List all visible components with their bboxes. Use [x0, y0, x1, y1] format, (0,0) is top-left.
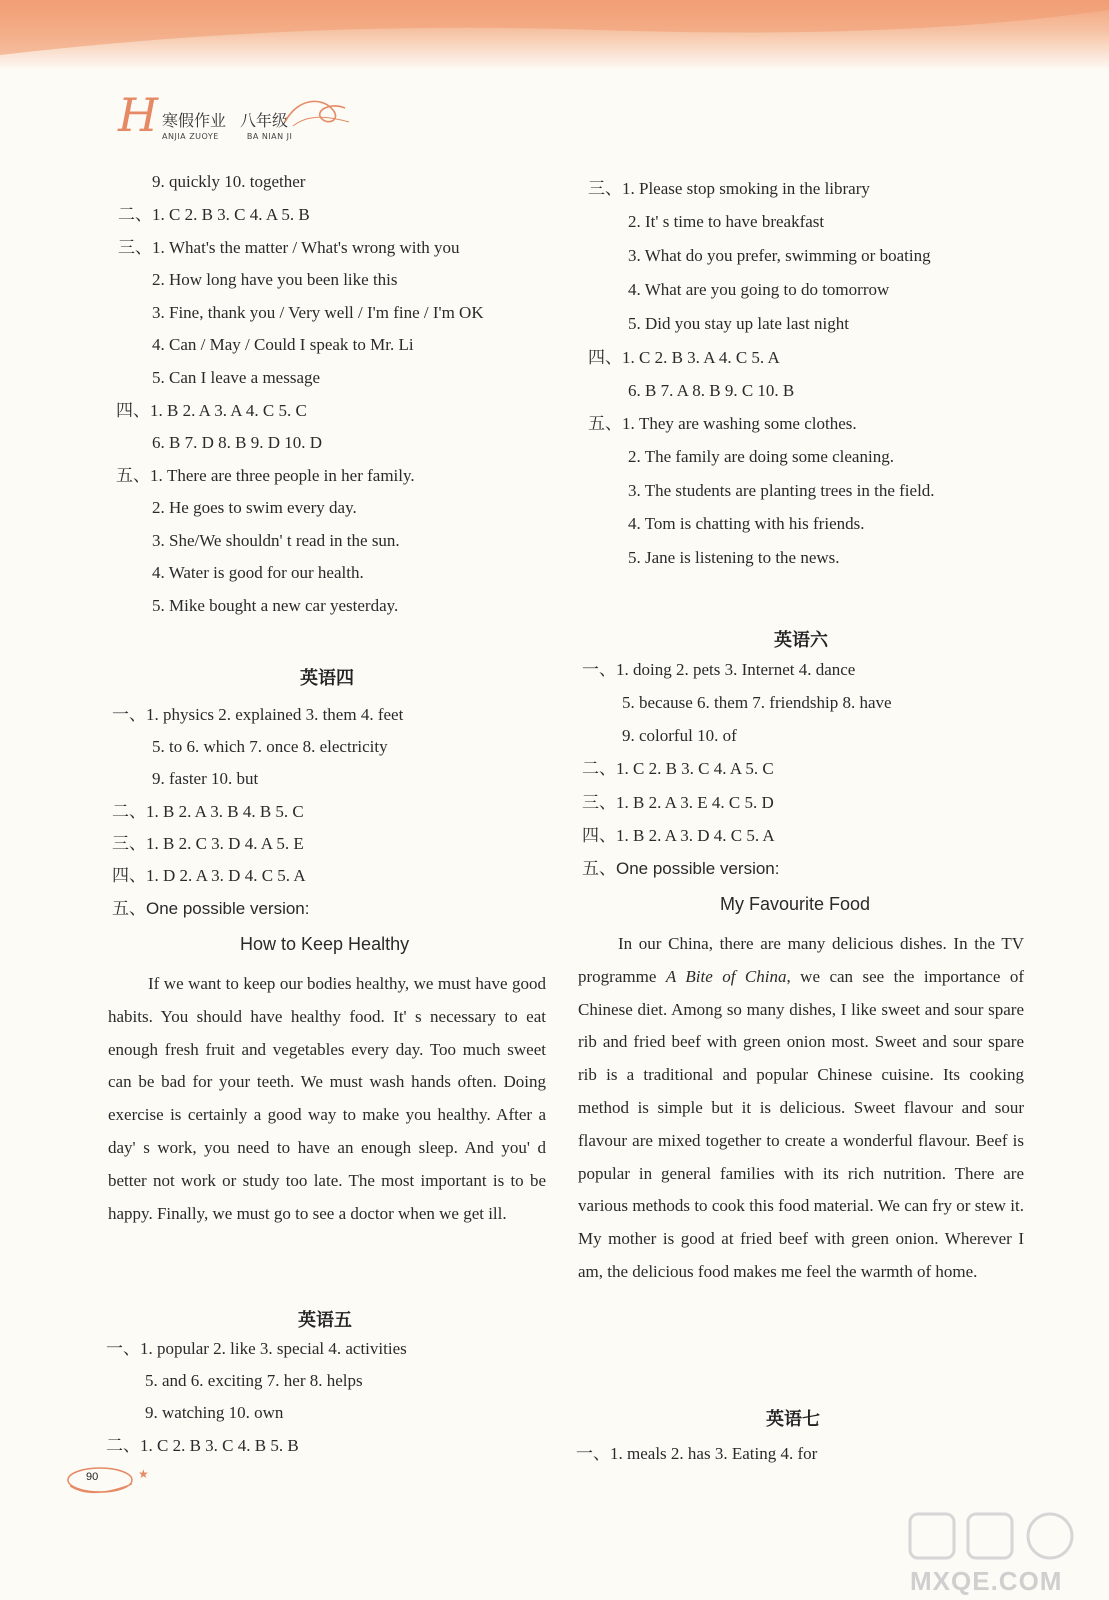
essay-title: How to Keep Healthy [240, 934, 410, 954]
programme-title: A Bite of China [665, 966, 787, 986]
answer-line: 五、1. They are washing some clothes. [588, 414, 857, 433]
unit6-heading: 英语六 [774, 630, 828, 651]
header-title [162, 108, 302, 131]
page-number-badge [62, 1464, 152, 1505]
answer-line: 5. because 6. them 7. friendship 8. have [622, 693, 892, 712]
answer-line: 二、1. C 2. B 3. C 4. A 5. B [118, 205, 310, 224]
answer-line: 2. It' s time to have breakfast [628, 212, 825, 231]
essay-label: 五、One possible version: [112, 899, 310, 918]
answer-line: 三、1. What's the matter / What's wrong with you [118, 238, 460, 257]
answer-line: 5. Jane is listening to the news. [628, 548, 840, 567]
answer-line: 9. faster 10. but [152, 769, 259, 788]
logo-letter-icon: H [118, 88, 159, 142]
answer-line: 3. What do you prefer, swimming or boating [628, 246, 931, 265]
answer-line: 四、1. D 2. A 3. D 4. C 5. A [112, 866, 306, 885]
answer-line: 3. Fine, thank you / Very well / I'm fine / I'm OK [152, 303, 484, 322]
answer-line: 5. Can I leave a message [152, 368, 321, 387]
answer-line: 二、1. C 2. B 3. C 4. A 5. C [582, 759, 774, 778]
answer-line: 4. Water is good for our health. [152, 563, 364, 582]
answer-line: 9. colorful 10. of [622, 726, 737, 745]
answer-line: 6. B 7. A 8. B 9. C 10. B [628, 381, 795, 400]
svg-text:★: ★ [138, 1467, 149, 1481]
answer-line: 2. How long have you been like this [152, 270, 398, 289]
answer-line: 5. to 6. which 7. once 8. electricity [152, 737, 388, 756]
essay-text: , we can see the importance of Chinese diet. Among so many dishes, I like sweet and sour spare rib and fried beef with green onion most. Sweet and sour spare rib is a traditional and popular Chinese cuisine. Its cooking method is simple but it is delicious. Sweet flavour and sour flavour are mixed together to create a wonderful flavour. Beef is popular in general families with its rich nutrition. There are various methods to cook this food material. We can fry or stew it. My mother is good at fried beef with green onion. Wherever I am, the delicious food makes me feel the warmth of home. [578, 966, 1024, 1281]
answer-line: 二、1. B 2. A 3. B 4. B 5. C [112, 802, 304, 821]
answer-line: 一、1. meals 2. has 3. Eating 4. for [576, 1444, 818, 1463]
answer-line: 4. Can / May / Could I speak to Mr. Li [152, 335, 414, 354]
answer-line: 3. She/We shouldn' t read in the sun. [152, 531, 400, 550]
answer-line: 2. He goes to swim every day. [152, 498, 357, 517]
answer-line: 4. What are you going to do tomorrow [628, 280, 890, 299]
header-pinyin [162, 132, 320, 141]
answer-line: 5. Did you stay up late last night [628, 314, 849, 333]
essay-title: My Favourite Food [720, 894, 871, 914]
answer-line: 4. Tom is chatting with his friends. [628, 514, 865, 533]
unit7-heading: 英语七 [766, 1409, 820, 1430]
answer-line: 一、1. popular 2. like 3. special 4. activities [106, 1339, 407, 1358]
page-number: 90 [86, 1471, 99, 1483]
answer-line: 三、1. Please stop smoking in the library [588, 179, 870, 198]
answer-line: 5. Mike bought a new car yesterday. [152, 596, 399, 615]
watermark-text: MXQE.COM [910, 1566, 1063, 1596]
essay-paragraph [578, 928, 1024, 1289]
watermark-logo-icon [890, 1508, 1100, 1568]
answer-line: 二、1. C 2. B 3. C 4. B 5. B [106, 1436, 299, 1455]
watermark [890, 1508, 1100, 1598]
header-pinyin-title: ANJIA ZUOYE [162, 132, 219, 141]
answer-line: 9. watching 10. own [145, 1403, 284, 1422]
answer-line: 5. and 6. exciting 7. her 8. helps [145, 1371, 363, 1390]
essay-label: 五、One possible version: [582, 859, 780, 878]
top-curve-decoration [0, 0, 1109, 70]
answer-line: 五、1. There are three people in her family. [116, 466, 415, 485]
page-badge-ornament-icon [62, 1464, 152, 1500]
answer-line: 一、1. doing 2. pets 3. Internet 4. dance [582, 660, 856, 679]
answer-line: 3. The students are planting trees in the field. [628, 481, 935, 500]
answer-line: 四、1. B 2. A 3. A 4. C 5. C [116, 401, 307, 420]
answer-line: 三、1. B 2. A 3. E 4. C 5. D [582, 793, 774, 812]
swirl-ornament-icon [283, 92, 353, 132]
answer-line: 9. quickly 10. together [152, 172, 306, 191]
answer-line: 四、1. C 2. B 3. A 4. C 5. A [588, 348, 780, 367]
header-pinyin-grade: BA NIAN JI [246, 132, 293, 141]
essay-text: In our China, there are many delicious dishes. In the TV programme [578, 934, 1024, 986]
essay-paragraph: If we want to keep our bodies healthy, we must have good habits. You should have healthy food. It' s necessary to eat enough fresh fruit and vegetables every day. Too much sweet can be bad for your teeth. We must wash hands often. Doing exercise is certainly a good way to make you healthy. After a day' s work, you need to have an enough sleep. And you' d better not work or study too late. The most important is to be happy. Finally, we must go to see a doctor when we get ill. [108, 974, 546, 1223]
header-book-title: 寒假作业 [162, 111, 227, 130]
answer-line: 四、1. B 2. A 3. D 4. C 5. A [582, 826, 775, 845]
header-grade: 八年级 [240, 111, 289, 130]
answer-line: 2. The family are doing some cleaning. [628, 447, 894, 466]
answer-line: 三、1. B 2. C 3. D 4. A 5. E [112, 834, 304, 853]
unit4-heading: 英语四 [300, 668, 354, 689]
answer-line: 6. B 7. D 8. B 9. D 10. D [152, 433, 323, 452]
unit5-heading: 英语五 [298, 1310, 352, 1331]
answer-line: 一、1. physics 2. explained 3. them 4. feet [112, 705, 404, 724]
